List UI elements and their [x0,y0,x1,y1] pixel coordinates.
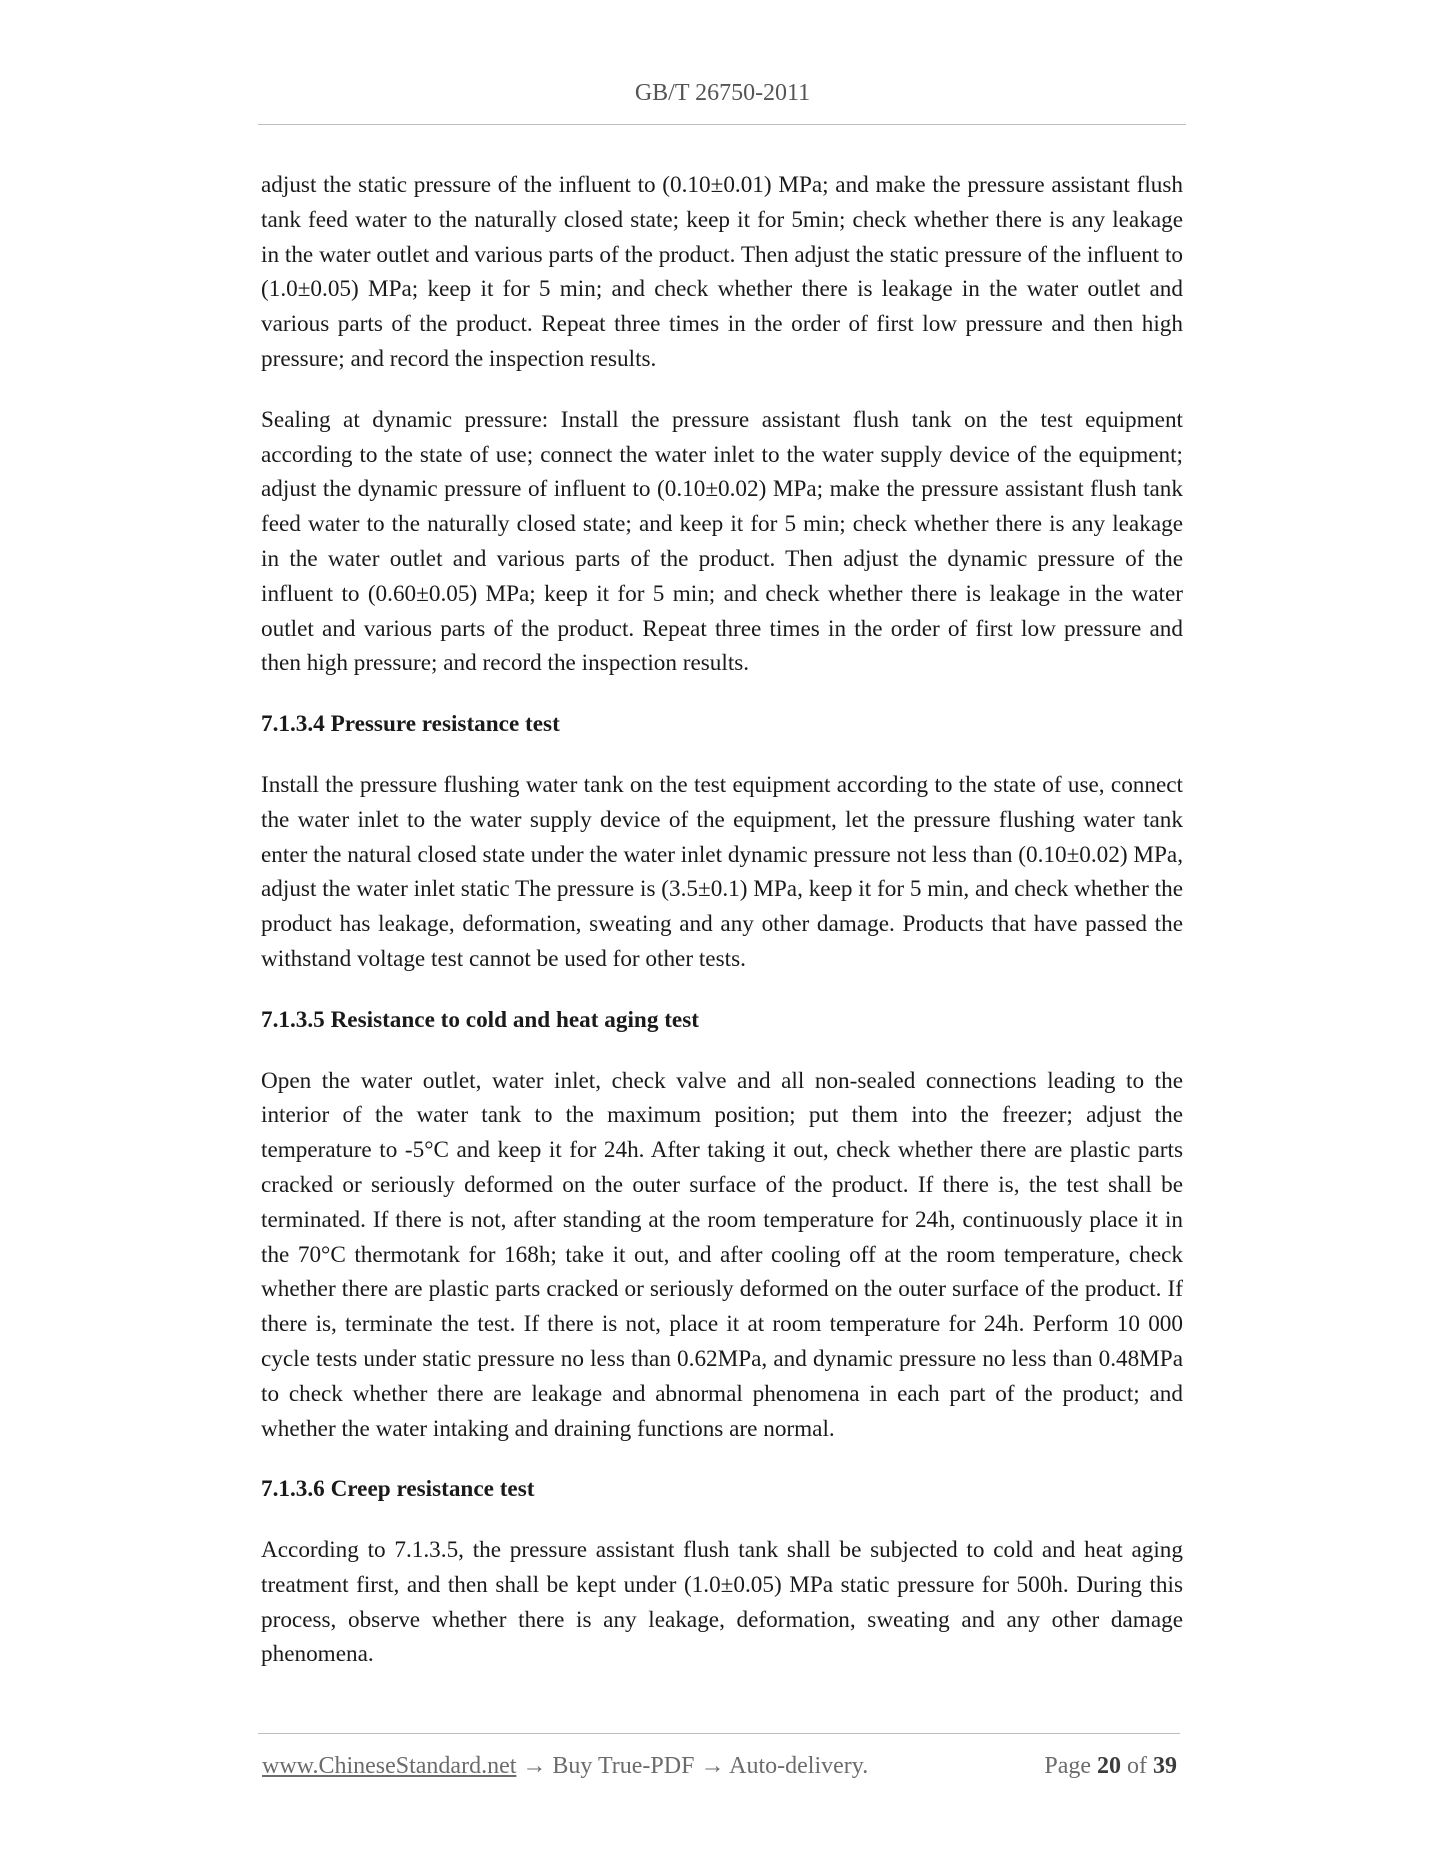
page-total: 39 [1153,1753,1177,1779]
section-heading-7-1-3-4: 7.1.3.4 Pressure resistance test [261,711,560,738]
buy-true-pdf-text: Buy True-PDF [552,1753,695,1779]
header-divider [258,124,1186,125]
chinesestandard-link[interactable]: www.ChineseStandard.net [262,1753,517,1779]
auto-delivery-text: Auto-delivery. [729,1753,869,1779]
of-label: of [1127,1753,1147,1779]
document-header-title: GB/T 26750-2011 [634,80,811,106]
page-label: Page [1044,1753,1091,1779]
section-heading-7-1-3-6: 7.1.3.6 Creep resistance test [261,1476,535,1503]
footer-promo [262,1753,868,1780]
paragraph-cold-heat-aging: Open the water outlet, water inlet, check valve and all non-sealed connections leading to the interior of the water tank to the maximum position; put them into the freezer; adjust the temperature to -5°C and keep it for 24h. After taking it out, check whether there are plastic parts cracked or seriously deformed on the outer surface of the product. If there is, the test shall be terminated. If there is not, after standing at the room temperature for 24h, continuously place it in the 70°C thermotank for 168h; take it out, and after cooling off at the room temperature, check whether there are plastic parts cracked or seriously deformed on the outer surface of the product. If there is, terminate the test. If there is not, place it at room temperature for 24h. Perform 10 000 cycle tests under static pressure no less than 0.62MPa, and dynamic pressure no less than 0.48MPa to check whether there are leakage and abnormal phenomena in each part of the product; and whether the water intaking and draining functions are normal. [261,1067,1183,1442]
arrow-right-icon: → [700,1753,725,1779]
document-body [261,168,1183,1672]
arrow-right-icon: → [522,1753,547,1779]
footer-divider [258,1733,1180,1734]
page-indicator [1044,1753,1177,1780]
paragraph-creep-resistance: According to 7.1.3.5, the pressure assistant flush tank shall be subjected to cold and heat aging treatment first, and then shall be kept under (1.0±0.05) MPa static pressure for 500h. During this process, observe whether there is any leakage, deformation, sweating and any other damage phenomena. [261,1537,1183,1668]
page-number: 20 [1097,1753,1121,1779]
section-heading-7-1-3-5: 7.1.3.5 Resistance to cold and heat aging test [261,1006,699,1033]
paragraph-static-pressure: adjust the static pressure of the influent to (0.10±0.01) MPa; and make the pressure assistant flush tank feed water to the naturally closed state; keep it for 5min; check whether there is any leakage in the water outlet and various parts of the product. Then adjust the static pressure of the influent to (1.0±0.05) MPa; keep it for 5 min; and check whether there is leakage in the water outlet and various parts of the product. Repeat three times in the order of first low pressure and then high pressure; and record the inspection results. [261,172,1183,372]
paragraph-pressure-resistance: Install the pressure flushing water tank on the test equipment according to the state of use, connect the water inlet to the water supply device of the equipment, let the pressure flushing water tank enter the natural closed state under the water inlet dynamic pressure not less than (0.10±0.02) MPa, adjust the water inlet static The pressure is (3.5±0.1) MPa, keep it for 5 min, and check whether the product has leakage, deformation, sweating and any other damage. Products that have passed the withstand voltage test cannot be used for other tests. [261,771,1183,972]
paragraph-dynamic-pressure: Sealing at dynamic pressure: Install the pressure assistant flush tank on the test equipment according to the state of use; connect the water inlet to the water supply device of the equipment; adjust the dynamic pressure of influent to (0.10±0.02) MPa; make the pressure assistant flush tank feed water to the naturally closed state; and keep it for 5 min; check whether there is any leakage in the water outlet and various parts of the product. Then adjust the dynamic pressure of the influent to (0.60±0.05) MPa; keep it for 5 min; and check whether there is leakage in the water outlet and various parts of the product. Repeat three times in the order of first low pressure and then high pressure; and record the inspection results. [261,406,1183,677]
